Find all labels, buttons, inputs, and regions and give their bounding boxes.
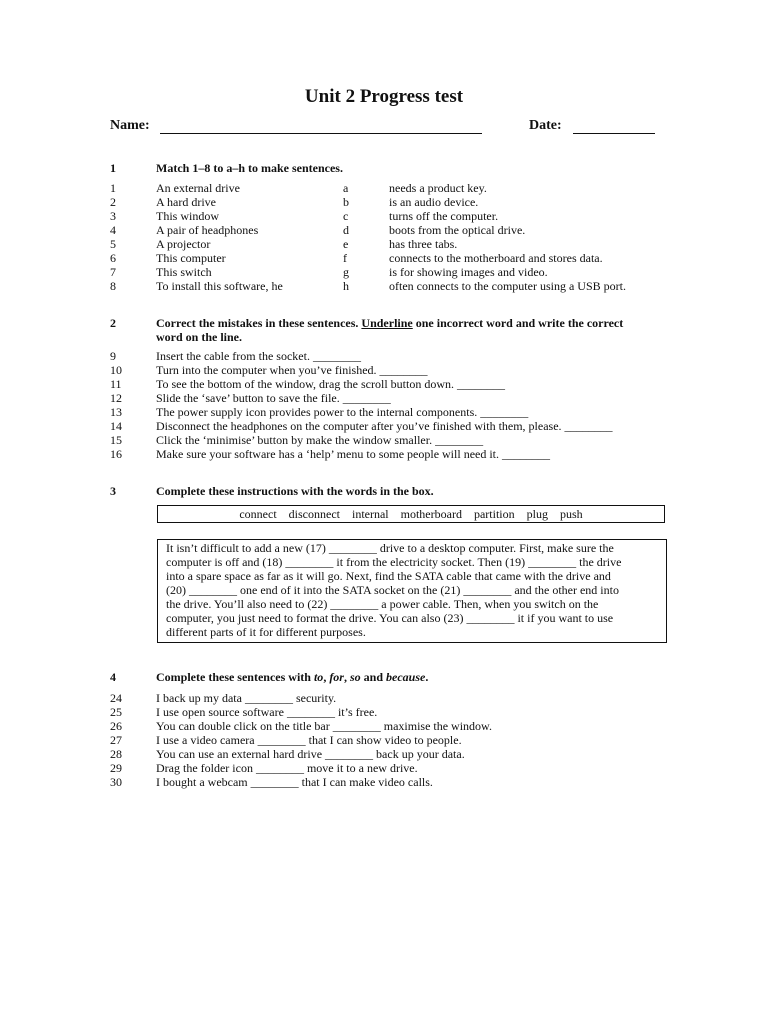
list-item	[110, 363, 670, 377]
item-letter: d	[343, 223, 349, 237]
box-word: partition	[473, 507, 515, 521]
item-ending: often connects to the computer using a USB port.	[389, 279, 626, 293]
list-item	[110, 447, 670, 461]
item-text: Click the ‘minimise’ button by make the window smaller. ________	[156, 433, 484, 447]
item-letter: b	[343, 195, 349, 209]
list-item	[110, 747, 650, 761]
item-number: 10	[110, 363, 122, 377]
list-item	[110, 195, 650, 209]
section-4-heading	[156, 670, 636, 684]
item-number: 28	[110, 747, 122, 761]
section-2-sentence-list	[110, 349, 670, 461]
item-number: 14	[110, 419, 122, 433]
section-3-number: 3	[110, 484, 116, 498]
item-number: 1	[110, 181, 116, 195]
item-text: Insert the cable from the socket. ________	[156, 349, 361, 363]
item-number: 2	[110, 195, 116, 209]
item-text: A hard drive	[156, 195, 216, 209]
item-letter: c	[343, 209, 349, 223]
item-number: 5	[110, 237, 116, 251]
list-item	[110, 237, 650, 251]
item-text: To install this software, he	[156, 279, 283, 293]
word-so: so	[349, 670, 361, 684]
item-letter: g	[343, 265, 349, 279]
item-text: Slide the ‘save’ button to save the file. ________	[156, 391, 391, 405]
item-ending: is for showing images and video.	[389, 265, 548, 279]
list-item	[110, 433, 670, 447]
item-letter: f	[343, 251, 347, 265]
item-number: 30	[110, 775, 122, 789]
word-for: for	[329, 670, 344, 684]
word-to: to	[313, 670, 324, 684]
item-text: This switch	[156, 265, 212, 279]
section-2-heading	[156, 316, 636, 344]
list-item	[110, 265, 650, 279]
item-number: 24	[110, 691, 122, 705]
item-ending: connects to the motherboard and stores data.	[389, 251, 603, 265]
item-number: 9	[110, 349, 116, 363]
item-number: 15	[110, 433, 122, 447]
list-item	[110, 391, 670, 405]
list-item	[110, 419, 670, 433]
item-number: 3	[110, 209, 116, 223]
section-2-heading-a: Correct the mistakes in these sentences.	[156, 316, 362, 330]
heading-sep-2: ,	[343, 670, 350, 684]
item-letter: e	[343, 237, 349, 251]
item-number: 27	[110, 733, 122, 747]
item-ending: turns off the computer.	[389, 209, 499, 223]
section-1-match-list	[110, 181, 650, 293]
item-text: This window	[156, 209, 219, 223]
paragraph-line: (20) ________ one end of it into the SATA socket on the (21) ________ and the other end into	[166, 583, 619, 597]
name-date-row	[110, 118, 655, 138]
item-number: 29	[110, 761, 122, 775]
item-text: Drag the folder icon ________ move it to a new drive.	[156, 761, 418, 775]
list-item	[110, 705, 650, 719]
item-text: The power supply icon provides power to the internal components. ________	[156, 405, 529, 419]
item-number: 12	[110, 391, 122, 405]
item-text: Turn into the computer when you’ve finished. ________	[156, 363, 428, 377]
item-number: 11	[110, 377, 122, 391]
item-number: 13	[110, 405, 122, 419]
list-item	[110, 209, 650, 223]
item-letter: h	[343, 279, 349, 293]
item-number: 8	[110, 279, 116, 293]
box-word: internal	[351, 507, 389, 521]
date-label: Date:	[529, 118, 562, 133]
item-text: Disconnect the headphones on the computer after you’ve finished with them, please. ________	[156, 419, 613, 433]
list-item	[110, 279, 650, 293]
name-label: Name:	[110, 118, 150, 133]
section-4-heading-a: Complete these sentences with	[156, 670, 314, 684]
item-ending: is an audio device.	[389, 195, 479, 209]
box-word: plug	[526, 507, 548, 521]
item-ending: boots from the optical drive.	[389, 223, 526, 237]
date-field-line[interactable]	[573, 133, 655, 134]
paragraph-line: into a spare space as far as it will go. Next, find the SATA cable that came with the drive and	[166, 569, 611, 583]
section-1-number: 1	[110, 161, 116, 175]
item-text: I bought a webcam ________ that I can make video calls.	[156, 775, 433, 789]
item-text: To see the bottom of the window, drag the scroll button down. ________	[156, 377, 505, 391]
item-number: 6	[110, 251, 116, 265]
list-item	[110, 719, 650, 733]
list-item	[110, 377, 670, 391]
section-2-number: 2	[110, 316, 116, 330]
item-number: 25	[110, 705, 122, 719]
item-text: I use open source software ________ it’s free.	[156, 705, 378, 719]
item-number: 7	[110, 265, 116, 279]
paragraph-line: different parts of it for different purposes.	[166, 625, 366, 639]
page-title: Unit 2 Progress test	[304, 86, 464, 107]
item-text: Make sure your software has a ‘help’ menu to some people will need it. ________	[156, 447, 551, 461]
item-text: You can double click on the title bar ________ maximise the window.	[156, 719, 492, 733]
heading-sep-3: and	[360, 670, 387, 684]
section-4-sentence-list	[110, 691, 650, 789]
box-word: push	[559, 507, 583, 521]
item-ending: needs a product key.	[389, 181, 487, 195]
item-number: 4	[110, 223, 116, 237]
item-text: A projector	[156, 237, 211, 251]
item-text: An external drive	[156, 181, 240, 195]
word-because: because	[386, 670, 426, 684]
list-item	[110, 691, 650, 705]
heading-end: .	[425, 670, 429, 684]
item-text: I use a video camera ________ that I can show video to people.	[156, 733, 462, 747]
heading-sep-1: ,	[323, 670, 330, 684]
section-4-number: 4	[110, 670, 116, 684]
item-number: 16	[110, 447, 122, 461]
list-item	[110, 405, 670, 419]
section-3-heading: Complete these instructions with the words in the box.	[156, 484, 434, 498]
name-field-line[interactable]	[160, 133, 482, 134]
paragraph-line: computer, you just need to format the drive. You can also (23) ________ it if you want to use	[166, 611, 614, 625]
list-item	[110, 733, 650, 747]
paragraph-line: computer is off and (18) ________ it from the electricity socket. Then (19) ________ the drive	[166, 555, 622, 569]
list-item	[110, 181, 650, 195]
list-item	[110, 761, 650, 775]
word-box	[157, 505, 665, 523]
item-text: A pair of headphones	[156, 223, 259, 237]
list-item	[110, 251, 650, 265]
item-number: 26	[110, 719, 122, 733]
paragraph-line: the drive. You’ll also need to (22) ________ a power cable. Then, when you switch on the	[166, 597, 599, 611]
box-word: disconnect	[288, 507, 340, 521]
section-2-heading-underlined: Underline	[361, 316, 413, 330]
list-item	[110, 223, 650, 237]
box-word: connect	[239, 507, 277, 521]
item-text: This computer	[156, 251, 226, 265]
list-item	[110, 775, 650, 789]
list-item	[110, 349, 670, 363]
paragraph-line: It isn’t difficult to add a new (17) ________ drive to a desktop computer. First, make sure the	[166, 541, 614, 555]
section-1-heading: Match 1–8 to a–h to make sentences.	[156, 161, 343, 175]
item-text: You can use an external hard drive ________ back up your data.	[156, 747, 465, 761]
item-letter: a	[343, 181, 349, 195]
box-word: motherboard	[400, 507, 462, 521]
item-ending: has three tabs.	[389, 237, 458, 251]
section-2-heading-b: one incorrect word and write the correct word on the line.	[156, 316, 624, 344]
item-text: I back up my data ________ security.	[156, 691, 337, 705]
gap-fill-paragraph	[157, 539, 667, 643]
